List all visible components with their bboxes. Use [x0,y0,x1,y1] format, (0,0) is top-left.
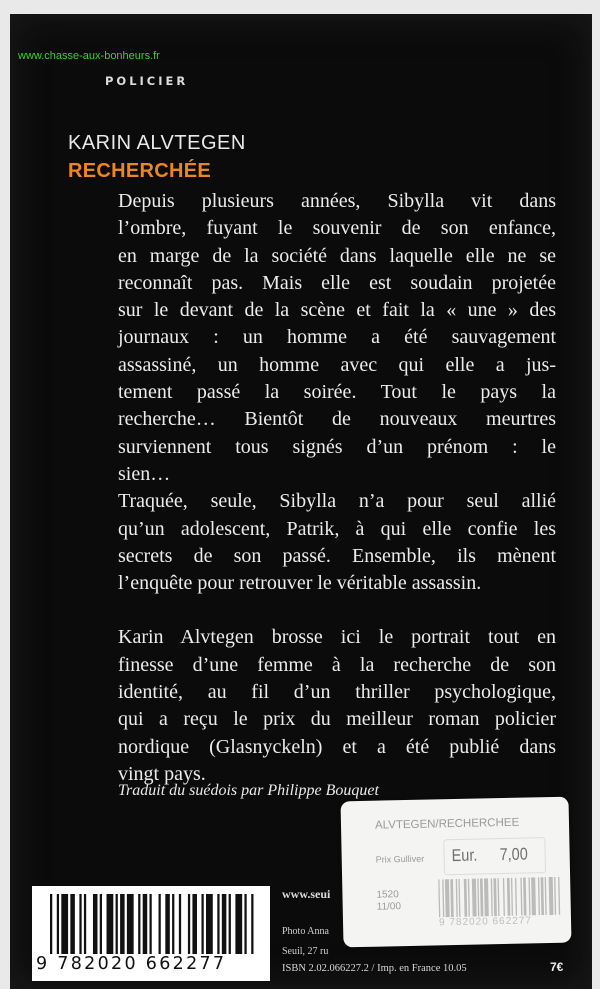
barcode-bar [149,894,151,954]
barcode-bar [558,877,560,915]
barcode-bar [511,878,513,916]
barcode-bar [201,894,203,954]
barcode-bars [50,894,258,954]
barcode-bar [493,878,496,916]
barcode-bar [450,879,453,917]
barcode-bar [50,894,52,954]
synopsis-paragraph-3 [118,624,556,788]
sticker-date: 11/00 [376,901,402,913]
barcode-bar [61,894,68,954]
synopsis-paragraph-2 [118,488,556,597]
text-line: vingt pays. [118,762,206,785]
barcode-bar [206,894,213,954]
book-back-cover [10,14,592,989]
barcode-bar [159,894,161,954]
text-line: l’ombre, fuyant le souvenir de son enfance, [118,217,556,240]
barcode-bar [523,878,526,916]
barcode-bar [554,877,556,915]
barcode-bar [477,879,479,917]
barcode-bar [179,894,181,954]
sticker-barcode-digits: 9 782020 662277 [438,915,533,929]
collection-label: POLICIER [105,74,189,88]
isbn-barcode [32,886,270,981]
barcode-bar [120,894,125,954]
photo-credit: Photo Anna [282,926,329,937]
barcode-bar [100,894,102,954]
text-line: recherche… Bientôt de nouveaux meurtres [118,408,556,431]
barcode-bar [251,894,253,954]
barcode-bar [165,894,170,954]
barcode-bar [442,879,444,917]
text-line: Depuis plusieurs années, Sibylla vit dans [118,190,556,212]
barcode-bar [549,877,554,915]
sticker-amount: 7,00 [499,844,528,865]
barcode-digits: 9 782020 662277 [36,954,227,974]
text-line: sien… [118,462,171,485]
barcode-bar [520,878,522,916]
barcode-bar [528,877,530,915]
author-name: KARIN ALVTEGEN [68,132,246,154]
barcode-bar [79,894,81,954]
barcode-bar [138,894,140,954]
text-line: assassiné, un homme avec qui elle a jus- [118,353,556,376]
barcode-bar [229,894,231,954]
text-line: reconnaît pas. Mais elle est soudain projetée [118,271,556,294]
barcode-bar [127,894,134,954]
price-sticker [340,797,571,948]
barcode-bar [545,877,547,915]
barcode-bar [188,894,190,954]
barcode-bar [70,894,75,954]
barcode-bar [472,879,477,917]
synopsis [118,188,556,788]
barcode-bar [491,878,493,916]
barcode-bar [456,879,458,917]
book-title: RECHERCHÉE [68,160,212,182]
price-label: 7€ [550,960,564,974]
text-line: nordique (Glasnyckeln) et a été publié dans [118,735,556,758]
sticker-barcode [438,877,563,918]
barcode-bar [84,894,86,954]
publisher-address: Seuil, 27 ru [282,946,329,957]
translator-credit: Traduit du suédois par Philippe Bouquet [118,782,379,799]
text-line: Karin Alvtegen brosse ici le portrait tout en [118,626,556,649]
barcode-bar [445,879,450,917]
barcode-bar [235,894,242,954]
barcode-bar [107,894,114,954]
barcode-bar [172,894,174,954]
barcode-bar [458,879,460,917]
text-line: qui a reçu le prix du meilleur roman policier [118,708,556,731]
barcode-bar [192,894,197,954]
barcode-bar [464,879,467,917]
isbn-text: ISBN 2.02.066227.2 / Imp. en France 10.05 [282,963,467,974]
barcode-bar [541,877,544,915]
sticker-code: 1520 [376,889,399,901]
barcode-bar [438,879,440,917]
barcode-bar [503,878,505,916]
text-line: tement passé la soirée. Tout le pays la [118,381,556,404]
text-line: Traquée, seule, Sibylla n’a pour seul allié [118,490,556,513]
watermark-url: www.chasse-aux-bonheurs.fr [18,50,160,62]
barcode-bar [217,894,219,954]
sticker-title: ALVTEGEN/RECHERCHEE [374,816,520,832]
barcode-bar [116,894,118,954]
text-line: sur le devant de la scène et fait la « une » des [118,299,556,322]
barcode-bar [497,878,499,916]
barcode-bar [515,878,517,916]
barcode-bar [57,894,59,954]
paragraph-gap [118,597,556,624]
text-line: journaux : un homme a été sauvagement [118,326,556,349]
barcode-bar [468,879,470,917]
publisher-website: www.seui [282,887,331,901]
barcode-bar [93,894,98,954]
sticker-store: Prix Gulliver [375,853,425,865]
barcode-bar [507,878,510,916]
barcode-bar [244,894,246,954]
text-line: surviennent tous signés d’un prénom : le [118,435,556,458]
text-line: identité, au fil d’un thriller psychologique, [118,681,556,704]
barcode-bar [538,877,540,915]
barcode-bar [222,894,227,954]
text-line: en marge de la société dans laquelle elle ne se [118,244,556,267]
text-line: l’enquête pour retrouver le véritable assassin. [118,572,482,595]
barcode-bar [143,894,148,954]
sticker-currency: Eur. [451,845,478,866]
text-line: secrets de son passé. Ensemble, ils mènent [118,544,556,567]
text-line: finesse d’une femme à la recherche de son [118,653,556,676]
barcode-bar [480,878,483,916]
text-line: qu’un adolescent, Patrik, à qui elle confie les [118,517,556,540]
synopsis-paragraph-1 [118,188,556,488]
barcode-bar [531,877,536,915]
barcode-bar [484,878,489,916]
